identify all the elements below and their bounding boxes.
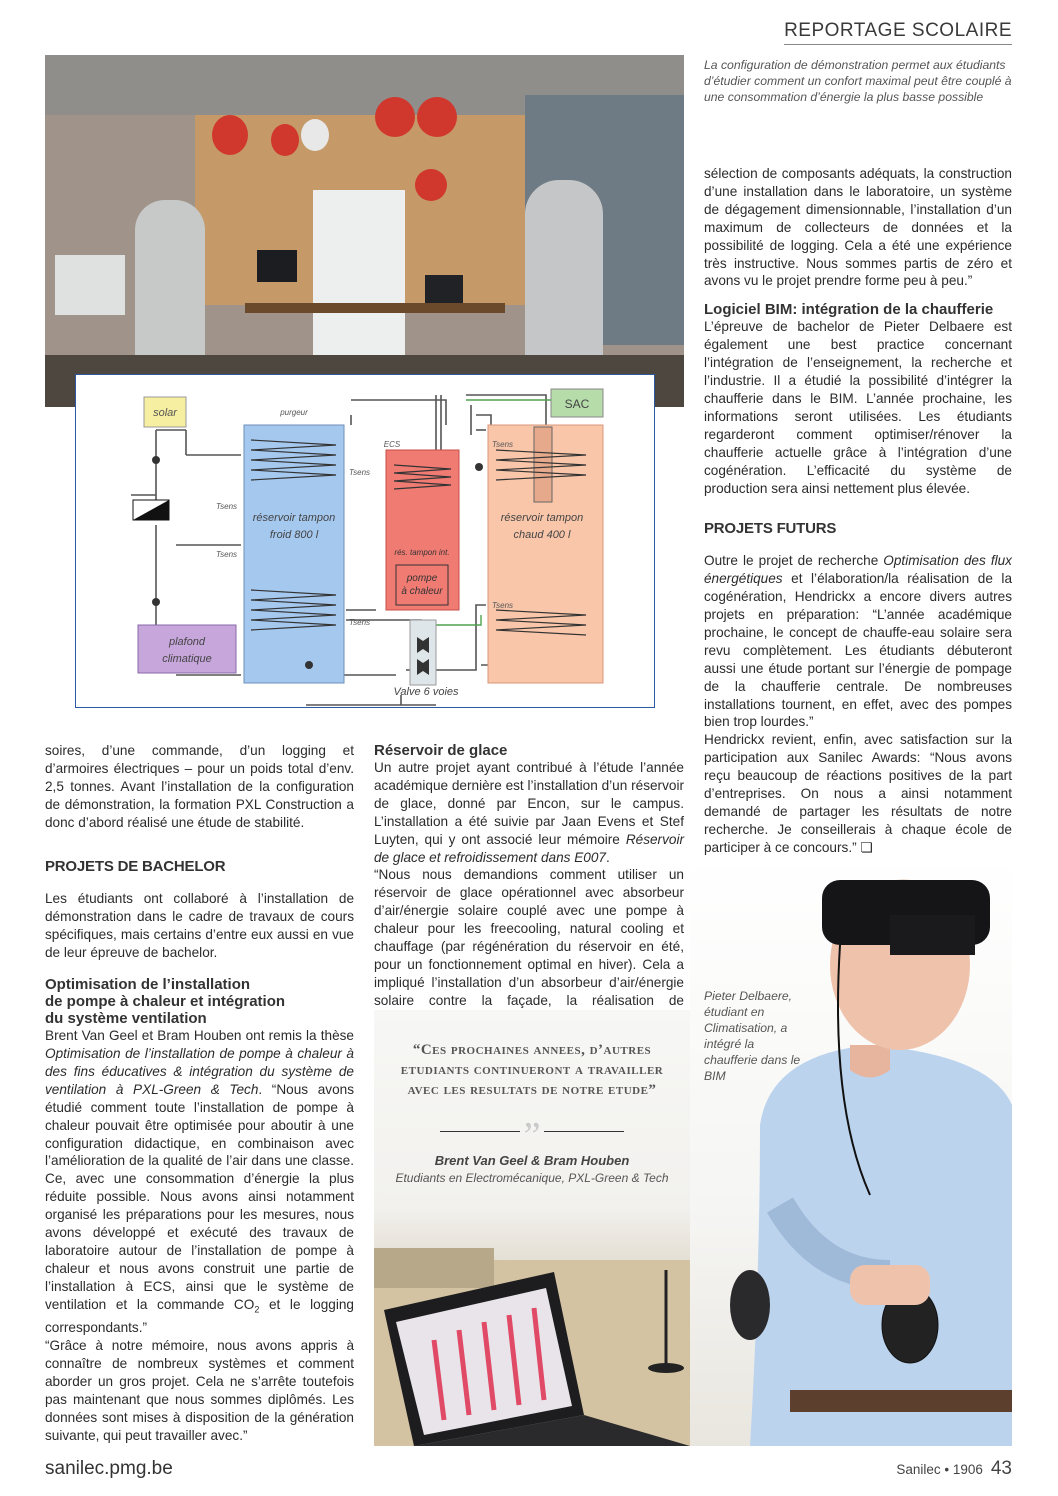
diagram-tank-cold-line2: froid 800 l (269, 529, 319, 541)
diagram-res-int-label: rés. tampon int. (394, 548, 450, 557)
footer-issue (896, 1458, 1012, 1480)
diagram-valve-label: Valve 6 voies (393, 686, 459, 698)
text-run: . “Nous avons étudié comment toute l’installation de pompe à chaleur pouvait être optimisée pour aboutir à une configuration didactique, en combinaison avec l’amélioration de la qualité de l’air dans une classe. Ce, avec une consommation d’énergie la plus réduite possible. Nous avons ainsi notamment organisé les préparations pour les mesures, nous avons développé et exécuté des travaux de laboratoire autour de l’installation de pompe à chaleur et nous avons construit une partie de l’installation à ECS, ainsi que le système de ventilation et la commande CO (45, 1081, 354, 1312)
diagram-purgeur-label: purgeur (280, 408, 308, 417)
diagram-tank-hot-line2: chaud 400 l (513, 529, 571, 541)
diagram-tsens-label: Tsens (349, 468, 371, 477)
paragraph: “Nous nous demandions comment utiliser un réservoir de glace opérationnel avec absorbeur d’air/énergie solaire couplé avec une pompe à chaleur pour les freecooling, natural cooling et chauffage (par régénération du réservoir en été, pour un fonctionnement optimal en hiver). Cela a impliqué l’installation d’un absorbeur d’air/énergie solaire contre la façade, la réalisation de (374, 867, 684, 1008)
person-vr-photo (690, 855, 1012, 1446)
thesis-title: Réservoir de glace et refroidissement dans E007 (374, 831, 684, 865)
lab-photo-illustration (45, 55, 684, 407)
footer-url[interactable]: sanilec.pmg.be (45, 1458, 173, 1479)
heading-line: de pompe à chaleur et intégration (45, 993, 286, 1011)
end-mark-icon: ❏ (860, 839, 873, 855)
diagram-pump-line2: à chaleur (401, 586, 443, 597)
diagram-pump-line1: pompe (406, 573, 438, 584)
lab-photo (45, 55, 684, 407)
diagram-tsens-label: Tsens (492, 440, 514, 449)
pull-quote-panel (374, 1010, 690, 1446)
diagram-tank-cold-line1: réservoir tampon (252, 512, 336, 524)
photo-caption-person: Pieter Delbaere, étudiant en Climatisation, a intégré la chaufferie dans le BIM (704, 989, 801, 1083)
text-run: Hendrickx revient, enfin, avec satisfaction sur la participation aux Sanilec Awards: “Nous avons reçu beaucoup de réactions positives de la part d’entreprises. On nous a ainsi notamment demandé de partager les résultats de notre recherche. Je conseillerais à chaque école de participer à ce concours.” (704, 732, 1012, 855)
heading-line: du système ventilation (45, 1010, 207, 1028)
section-header: REPORTAGE SCOLAIRE (784, 20, 1012, 45)
diagram-solar-label: solar (153, 407, 177, 419)
page-number: 43 (990, 1458, 1012, 1479)
subscript: 2 (254, 1304, 260, 1315)
paragraph: Les étudiants ont collaboré à l’installation de démonstration dans le cadre de travaux de cours spécifiques, mais certains d’entre eux aussi en vue de leur épreuve de bachelor. (45, 891, 354, 961)
paragraph (45, 1027, 354, 1337)
photo-caption-top: La configuration de démonstration permet aux étudiants d’étudier comment un confort maximal peut être couplé à une consommation d’énergie la plus basse possible (704, 58, 1012, 104)
text-run: . (606, 849, 610, 865)
diagram-tsens-label: Tsens (492, 601, 514, 610)
heading-reservoir-glace: Réservoir de glace (374, 742, 508, 759)
paragraph: sélection de composants adéquats, la construction d’une installation dans le laboratoire, un système de dégagement dimensionnable, l’installation d’un maximum de collecteurs de données et la possibilité de logging. Cela a été une expérience très instructive. Nous sommes partis de zéro et avons vu le projet prendre forme peu à peu.” (704, 166, 1012, 289)
paragraph: soires, d’une commande, d’un logging et d’armoires électriques – pour un poids total d’env. 2,5 tonnes. Avant l’installation de la configuration de démonstration, la formation PXL Construction a donc d’abord réalisé une étude de stabilité. (45, 743, 354, 830)
pull-quote-line: avec les resultats de notre etude” (407, 1082, 657, 1098)
pull-quote-line: etudiants continueront a travailler (400, 1062, 664, 1078)
divider (544, 1131, 624, 1132)
pull-quote (374, 1040, 690, 1100)
issue-label: Sanilec • 1906 (896, 1462, 983, 1477)
left-column (45, 742, 354, 1445)
quote-role: Etudiants en Electromécanique, PXL-Green & Tech (395, 1171, 669, 1185)
diagram-tank-hot-line1: réservoir tampon (500, 512, 584, 524)
text-run: Outre le projet de recherche (704, 553, 884, 569)
quote-mark-icon: ” (523, 1115, 541, 1157)
paragraph: L’épreuve de bachelor de Pieter Delbaere est également une best practice concernant l’intégration de l’enseignement, la recherche et l’industrie. Il a étudié la possibilité d’intégrer la chaufferie dans le BIM. L’année prochaine, les informations seront utilisées. Les étudiants regarderont comment optimiser/rénover la chaufferie actuelle grâce à l’intégration d’une cogénération. L’efficacité du système de production sera ainsi nettement plus élevée. (704, 319, 1012, 496)
text-run: et l’élaboration/la réalisation de la cogénération, Hendrickx a encore divers autres projets en préparation: “L’année académique prochaine, le concept de chauffe-eau solaire sera revu complètement. Les étudiants débuteront aussi une étude portant sur l’énergie de pompage de la chaufferie centrale. De nombreuses installations tournent, en effet, avec des pompes bien trop lourdes.” (704, 571, 1012, 730)
heading-projets-futurs: PROJETS FUTURS (704, 520, 837, 538)
system-diagram-svg (76, 375, 654, 707)
heading-bim: Logiciel BIM: intégration de la chaufferie (704, 301, 994, 319)
middle-column (374, 742, 684, 1028)
thesis-title: Optimisation des flux énergétiques (704, 553, 1012, 587)
diagram-ceiling-line1: plafond (168, 636, 206, 648)
right-column-top (704, 165, 1012, 857)
text-run: et le logging correspondants.” (45, 1296, 354, 1336)
divider (440, 1131, 520, 1132)
diagram-tsens-label: Tsens (216, 502, 238, 511)
diagram-sac-label: SAC (564, 397, 590, 411)
thesis-title: Optimisation de l’installation de pompe à chaleur à des fins éducatives & intégration du système de ventilation à PXL-Green & Tech (45, 1045, 354, 1097)
heading-line: Optimisation de l’installation (45, 976, 251, 994)
heading-optimisation (45, 976, 354, 1027)
text-run: Brent Van Geel et Bram Houben ont remis la thèse (45, 1028, 354, 1044)
diagram-tsens-label: Tsens (216, 550, 238, 559)
diagram-tsens-label: Tsens (349, 618, 371, 627)
paragraph (704, 552, 1012, 731)
person-illustration (690, 855, 1012, 1446)
paragraph (704, 731, 1012, 856)
system-diagram (75, 374, 655, 708)
diagram-ecs-label: ECS (383, 440, 401, 449)
pull-quote-line: “Ces prochaines annees, d’autres (412, 1042, 652, 1058)
quote-author: Brent Van Geel & Bram Houben (434, 1153, 630, 1168)
paragraph (374, 759, 684, 866)
heading-projets-bachelor: PROJETS DE BACHELOR (45, 857, 226, 875)
text-run: Un autre projet ayant contribué à l’étude l’année académique dernière est l’installation d’un réservoir de glace, donné par Encon, sur le campus. L’installation a été suivie par Jaan Evens et Stef Luyten, qui y ont associé leur mémoire (374, 760, 684, 847)
diagram-ceiling-line2: climatique (162, 653, 212, 665)
paragraph: “Grâce à notre mémoire, nous avons appris à connaître de nombreux systèmes et comment aborder un gros projet. Cela ne s’arrête toutefois pas maintenant que nous sommes diplômés. Les données sont mises à disposition de la génération suivante, qui peut travailler avec.” (45, 1338, 354, 1443)
